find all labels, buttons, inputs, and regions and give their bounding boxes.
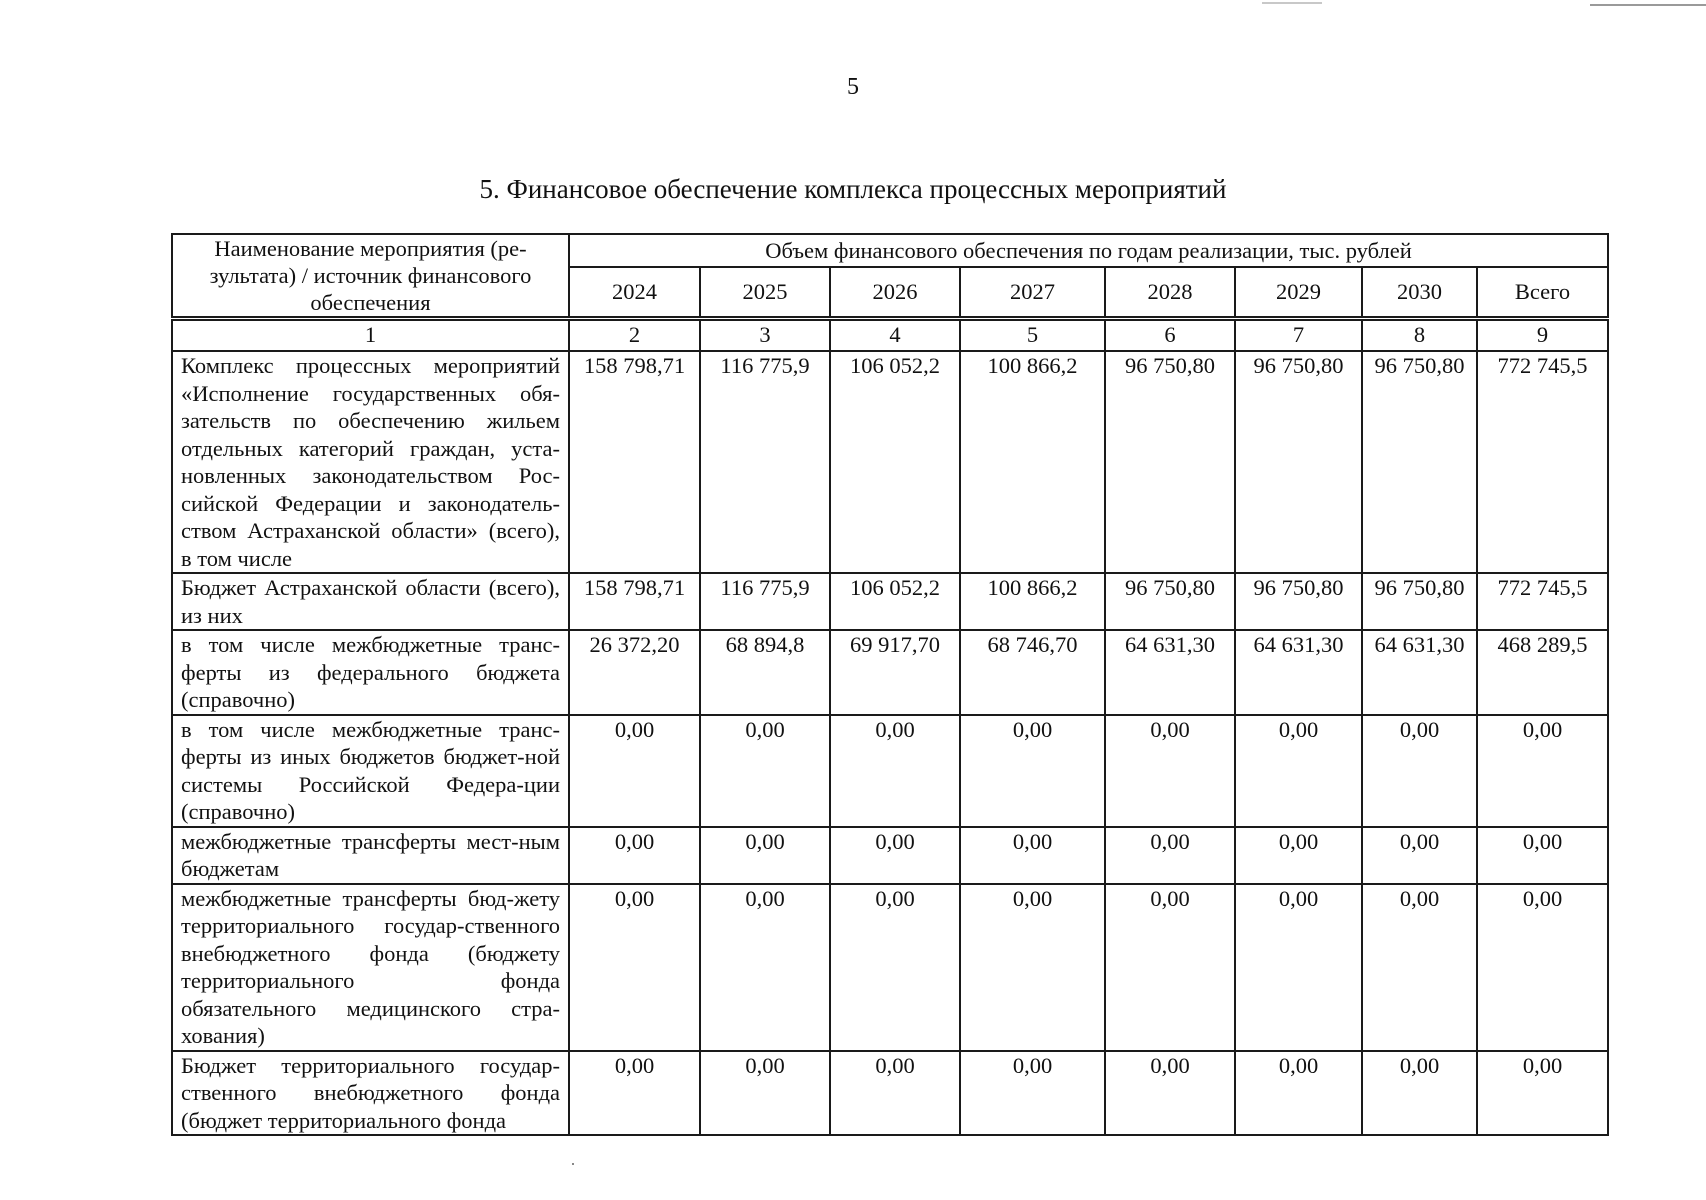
row-value: 0,00 <box>700 1051 830 1136</box>
column-number: 4 <box>830 319 960 352</box>
row-value: 0,00 <box>1362 884 1477 1051</box>
header-year: 2025 <box>700 267 830 319</box>
row-total: 0,00 <box>1477 884 1608 1051</box>
row-value: 64 631,30 <box>1105 630 1235 715</box>
header-name-column: Наименование мероприятия (ре-зультата) / источник финансового обеспечения <box>172 234 569 319</box>
table-row <box>172 715 1608 827</box>
table-row <box>172 884 1608 1051</box>
row-value: 116 775,9 <box>700 351 830 573</box>
row-value: 100 866,2 <box>960 573 1105 630</box>
row-value: 116 775,9 <box>700 573 830 630</box>
row-value: 64 631,30 <box>1235 630 1362 715</box>
row-value: 0,00 <box>830 827 960 884</box>
row-value: 0,00 <box>960 1051 1105 1136</box>
header-year: 2029 <box>1235 267 1362 319</box>
header-total: Всего <box>1477 267 1608 319</box>
table-row <box>172 1051 1608 1136</box>
row-value: 158 798,71 <box>569 573 700 630</box>
scan-artifact <box>1262 2 1322 4</box>
row-value: 0,00 <box>700 715 830 827</box>
header-year: 2027 <box>960 267 1105 319</box>
row-value: 96 750,80 <box>1235 573 1362 630</box>
column-number: 2 <box>569 319 700 352</box>
header-year: 2024 <box>569 267 700 319</box>
row-value: 0,00 <box>1105 715 1235 827</box>
row-value: 68 746,70 <box>960 630 1105 715</box>
row-value: 96 750,80 <box>1105 573 1235 630</box>
row-name: в том числе межбюджетные транс-ферты из иных бюджетов бюджет-ной системы Российской Федера-ции (справочно) <box>172 715 569 827</box>
row-value: 96 750,80 <box>1362 573 1477 630</box>
row-value: 158 798,71 <box>569 351 700 573</box>
column-number: 6 <box>1105 319 1235 352</box>
row-value: 100 866,2 <box>960 351 1105 573</box>
row-value: 0,00 <box>1105 827 1235 884</box>
row-total: 772 745,5 <box>1477 351 1608 573</box>
row-value: 0,00 <box>569 827 700 884</box>
column-number: 1 <box>172 319 569 352</box>
column-number: 3 <box>700 319 830 352</box>
row-value: 69 917,70 <box>830 630 960 715</box>
row-value: 0,00 <box>960 827 1105 884</box>
header-year: 2026 <box>830 267 960 319</box>
row-total: 0,00 <box>1477 715 1608 827</box>
row-value: 0,00 <box>569 884 700 1051</box>
row-value: 0,00 <box>1235 884 1362 1051</box>
row-value: 0,00 <box>1235 1051 1362 1136</box>
row-value: 0,00 <box>960 715 1105 827</box>
row-value: 0,00 <box>569 1051 700 1136</box>
row-value: 0,00 <box>700 884 830 1051</box>
row-value: 106 052,2 <box>830 573 960 630</box>
row-name: Комплекс процессных мероприятий «Исполнение государственных обя-зательств по обеспечению жильем отдельных категорий граждан, уста-новленных законодательством Рос-сийской Федерации и законодатель-ством Астраханской области» (всего), в том числе <box>172 351 569 573</box>
row-value: 0,00 <box>700 827 830 884</box>
scan-artifact <box>1590 4 1706 6</box>
row-name: межбюджетные трансферты бюд-жету территориального государ-ственного внебюджетного фонда (бюджету территориального фонда обязательного медицинского стра-хования) <box>172 884 569 1051</box>
row-total: 772 745,5 <box>1477 573 1608 630</box>
row-value: 0,00 <box>1362 1051 1477 1136</box>
table-row <box>172 351 1608 573</box>
header-year: 2028 <box>1105 267 1235 319</box>
table-row <box>172 573 1608 630</box>
scan-artifact <box>572 1163 574 1165</box>
header-year: 2030 <box>1362 267 1477 319</box>
row-total: 0,00 <box>1477 827 1608 884</box>
row-name: Бюджет территориального государ-ственного внебюджетного фонда (бюджет территориального фонда <box>172 1051 569 1136</box>
table-row <box>172 827 1608 884</box>
row-value: 0,00 <box>1105 884 1235 1051</box>
row-total: 468 289,5 <box>1477 630 1608 715</box>
row-value: 0,00 <box>830 1051 960 1136</box>
row-value: 68 894,8 <box>700 630 830 715</box>
column-number: 9 <box>1477 319 1608 352</box>
page-number: 5 <box>847 74 859 100</box>
row-value: 96 750,80 <box>1235 351 1362 573</box>
row-value: 106 052,2 <box>830 351 960 573</box>
row-value: 0,00 <box>1235 715 1362 827</box>
column-number: 8 <box>1362 319 1477 352</box>
row-value: 0,00 <box>1362 827 1477 884</box>
row-value: 0,00 <box>569 715 700 827</box>
header-row <box>172 234 1608 267</box>
column-number: 5 <box>960 319 1105 352</box>
row-value: 0,00 <box>1235 827 1362 884</box>
column-number: 7 <box>1235 319 1362 352</box>
row-name: межбюджетные трансферты мест-ным бюджетам <box>172 827 569 884</box>
header-volume-title: Объем финансового обеспечения по годам реализации, тыс. рублей <box>569 234 1608 267</box>
row-total: 0,00 <box>1477 1051 1608 1136</box>
section-title: 5. Финансовое обеспечение комплекса процессных мероприятий <box>479 174 1227 204</box>
table-row <box>172 630 1608 715</box>
row-value: 0,00 <box>1105 1051 1235 1136</box>
row-value: 26 372,20 <box>569 630 700 715</box>
row-name: в том числе межбюджетные транс-ферты из федерального бюджета (справочно) <box>172 630 569 715</box>
row-value: 96 750,80 <box>1105 351 1235 573</box>
row-value: 0,00 <box>1362 715 1477 827</box>
row-value: 64 631,30 <box>1362 630 1477 715</box>
financing-table <box>171 233 1609 1136</box>
row-value: 0,00 <box>830 884 960 1051</box>
row-value: 96 750,80 <box>1362 351 1477 573</box>
row-value: 0,00 <box>830 715 960 827</box>
row-name: Бюджет Астраханской области (всего), из них <box>172 573 569 630</box>
column-numbers-row <box>172 319 1608 352</box>
row-value: 0,00 <box>960 884 1105 1051</box>
